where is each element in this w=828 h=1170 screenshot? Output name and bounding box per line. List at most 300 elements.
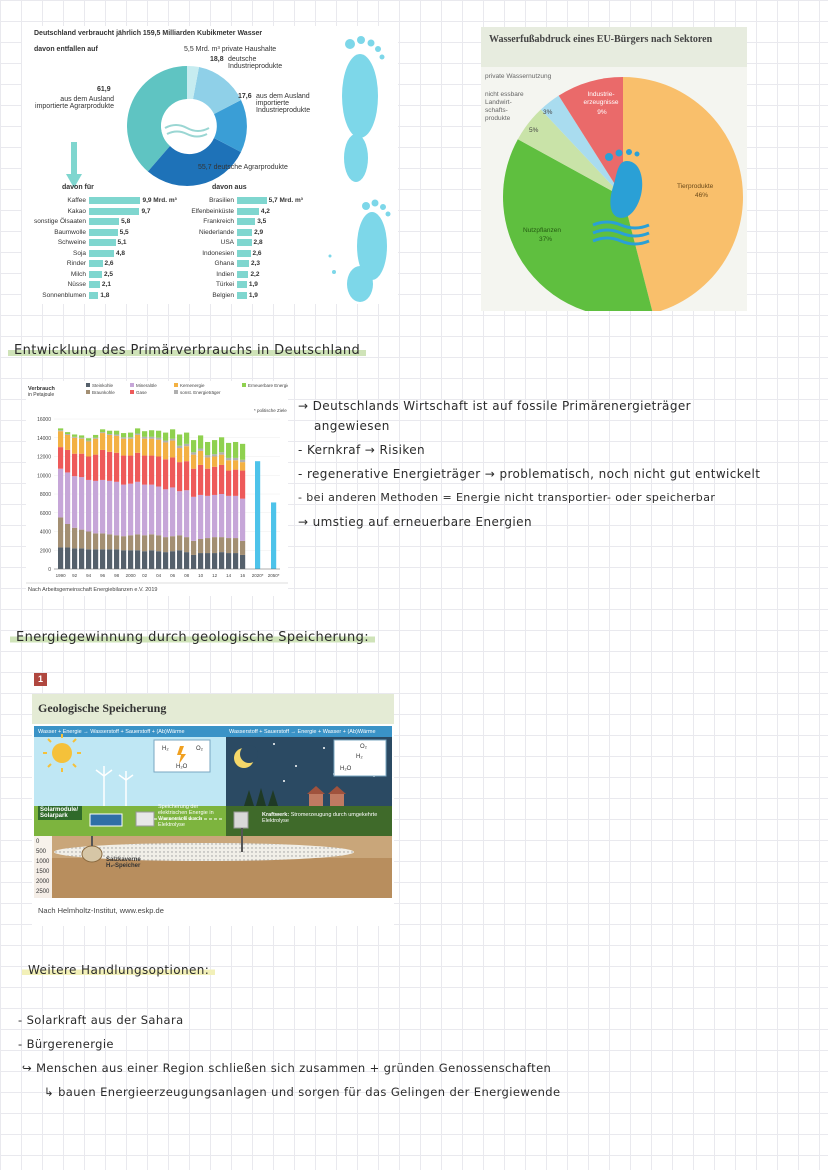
bar-segment (198, 465, 203, 495)
bar-segment (149, 534, 154, 550)
bar-segment (107, 431, 112, 434)
x-tick-label: 12 (212, 573, 218, 578)
label-h2-night: H₂ (356, 754, 363, 760)
bar-segment (156, 438, 161, 440)
bar-segment (114, 453, 119, 482)
y-tick-label: 8000 (39, 492, 51, 498)
figure-number-badge: 1 (34, 673, 47, 686)
bar-segment (205, 442, 210, 455)
bar-segment (100, 433, 105, 450)
bar-segment (142, 456, 147, 485)
solar-label: Solarmodule/ Solarpark (38, 806, 82, 820)
bar-segment (121, 433, 126, 437)
bar-segment (128, 550, 133, 569)
bar-segment (219, 465, 224, 494)
bar-segment (184, 490, 189, 537)
night-caption: Wasserstoff + Sauerstoff → Energie + Wasser + (Ab)Wärme (229, 729, 376, 735)
bar-row (174, 238, 263, 247)
bar-segment (79, 439, 84, 454)
bar-segment (107, 549, 112, 569)
geo-source: Nach Helmholtz-Institut, www.eskp.de (38, 906, 164, 915)
label-tier: Tierprodukte (677, 183, 714, 190)
bar-segment (79, 438, 84, 439)
solar-panel-icon (90, 814, 122, 826)
bar-segment (205, 553, 210, 569)
bar-row (26, 270, 113, 279)
legend-label: Gase (136, 390, 147, 395)
bar (89, 197, 140, 204)
bar-value: 1,9 (248, 291, 258, 299)
cavern-label: Salzkaverne H₂-Speicher (106, 857, 141, 869)
bar-row (26, 249, 125, 258)
note-line: - bei anderen Methoden = Energie nicht transportier- oder speicherbar (298, 491, 716, 504)
bar-label: Frankreich (203, 218, 234, 225)
bar-segment (184, 444, 189, 446)
x-tick-label: 2020* (251, 573, 264, 578)
x-tick-label: 92 (72, 573, 78, 578)
bar-value: 5,1 (117, 239, 127, 246)
bar-segment (226, 471, 231, 496)
bar-segment (191, 541, 196, 555)
y-tick-label: 0 (48, 567, 51, 573)
bar-segment (212, 457, 217, 467)
label-h2-day: H₂ (162, 746, 169, 752)
bar-segment (142, 535, 147, 551)
bar-segment (114, 431, 119, 435)
label-haushalte: 5,5 Mrd. m³ private Haushalte (184, 46, 277, 53)
bar-segment (212, 440, 217, 454)
bar-segment (121, 456, 126, 485)
bar (89, 218, 119, 225)
bar-segment (72, 476, 77, 528)
legend-swatch (86, 383, 90, 387)
bar-label: Niederlande (198, 228, 234, 236)
x-tick-label: 04 (156, 573, 162, 578)
label-o2-night: O₂ (360, 744, 367, 750)
bar-segment (149, 439, 154, 456)
legend-label: Braunkohle (92, 390, 115, 395)
bar-segment (205, 469, 210, 496)
bar-segment (93, 439, 98, 455)
bar-value: 9,9 Mrd. m³ (142, 197, 177, 204)
bar-value: 2,3 (250, 260, 260, 267)
bar-segment (72, 528, 77, 549)
bar-label: Milch (70, 270, 86, 278)
bar-segment (240, 471, 245, 499)
y-axis-label: in Petajoule (28, 392, 55, 398)
note-line: - regenerative Energieträger → problematisch, noch nicht gut entwickelt (298, 467, 761, 481)
bar (89, 292, 98, 299)
bar-segment (142, 431, 147, 437)
bar-segment (86, 457, 91, 480)
bar-segment (121, 536, 126, 550)
bar-segment (226, 458, 231, 460)
bar-segment (93, 533, 98, 549)
bar-segment (65, 435, 70, 450)
bar-segment (107, 435, 112, 452)
bar-segment (198, 449, 203, 451)
y-tick-label: 14000 (37, 435, 51, 442)
bar-value: 9,7 (141, 207, 151, 215)
bar-value: 2,8 (253, 239, 263, 246)
bar-segment (177, 550, 182, 569)
label-nutz-pct: 37% (539, 236, 553, 243)
x-tick-label: 10 (198, 573, 204, 578)
bar-segment (191, 469, 196, 497)
label-industrie-de-num: 18,8 (210, 56, 224, 63)
bar (89, 271, 102, 278)
bar-segment (240, 462, 245, 470)
label-h2o-day: H₂O (176, 764, 188, 770)
bar-segment (205, 455, 210, 457)
bar (237, 239, 252, 246)
bar-segment (205, 457, 210, 468)
bar-segment (93, 549, 98, 569)
bar-segment (240, 444, 245, 460)
water-consumption-infographic (22, 26, 398, 304)
bar-segment (72, 434, 77, 436)
bar-segment (93, 481, 98, 534)
bar-segment (163, 433, 168, 441)
energy-stacked-bar-chart (26, 381, 288, 596)
bar-segment (156, 535, 161, 551)
bar-segment (93, 435, 98, 438)
bar-label: Indonesien (202, 249, 234, 257)
bar-segment (135, 453, 140, 482)
legend-swatch (242, 383, 246, 387)
bar-segment (163, 459, 168, 489)
bar-segment (72, 438, 77, 454)
bar-value: 5,8 (121, 218, 131, 225)
bar-row (26, 217, 130, 226)
bar-segment (163, 537, 168, 552)
bar-segment (121, 439, 126, 456)
bar-row (174, 207, 270, 216)
label-private-pct: 3% (543, 109, 553, 116)
bar-segment (219, 437, 224, 452)
label-ausland-agrar-num: 61,9 (97, 86, 111, 93)
bar-segment (58, 428, 63, 430)
bar-segment (114, 535, 119, 549)
x-tick-label: 2050* (267, 573, 280, 578)
heading-handlungsoptionen: Weitere Handlungsoptionen: (22, 963, 215, 977)
bar-label: Elfenbeinküste (191, 207, 234, 215)
x-tick-label: 16 (240, 573, 246, 578)
y-tick-label: 16000 (37, 417, 51, 423)
bar-segment (58, 547, 63, 569)
bar-value: 5,7 Mrd. m³ (268, 197, 303, 204)
bar-segment (65, 434, 70, 435)
bar (237, 250, 251, 257)
legend-swatch (86, 390, 90, 394)
depth-scale: 0 500 1000 1500 2000 2500 (36, 839, 50, 895)
legend-label: Kernenergie (180, 383, 205, 388)
bar-segment (135, 434, 140, 435)
bar (237, 197, 267, 204)
bar-value: 2,1 (101, 281, 111, 288)
y-tick-label: 10000 (37, 473, 51, 480)
label-nutz: Nutzpflanzen (523, 227, 561, 234)
bar-label: Soja (72, 249, 86, 257)
heading-geologische-speicherung: Energiegewinnung durch geologische Speicherung: (10, 630, 375, 645)
bar-segment (65, 432, 70, 434)
bar-segment (100, 533, 105, 549)
bar (89, 229, 118, 236)
bar-segment (177, 535, 182, 550)
label-ausland-ind-num: 17,6 (238, 93, 252, 100)
y-tick-label: 6000 (39, 510, 51, 517)
bar-segment (58, 517, 63, 547)
bar-value: 3,5 (257, 218, 267, 225)
bar-segment (107, 434, 112, 435)
bar-segment (170, 441, 175, 458)
bar-row (174, 217, 266, 226)
trees-icon (244, 788, 278, 806)
bar-segment (226, 496, 231, 538)
davon-fuer-heading: davon für (62, 184, 94, 191)
geological-storage-figure (32, 694, 394, 926)
bar-segment (65, 450, 70, 473)
label-private: private Wassernutzung (485, 73, 552, 80)
bar-segment (121, 437, 126, 438)
legend-label: Erneuerbare Energien (248, 383, 288, 388)
bar-segment (86, 480, 91, 532)
bar-segment (205, 538, 210, 553)
bar-value: 2,2 (250, 270, 260, 278)
water-donut-chart (117, 56, 257, 196)
salt-cavern-icon (82, 846, 102, 862)
primary-energy-chart (26, 381, 288, 596)
bar-segment (177, 462, 182, 491)
label-industrie: Industrie- erzeugnisse (583, 91, 619, 106)
bar-segment (170, 457, 175, 487)
bar-segment (142, 439, 147, 456)
bar-label: Belgien (212, 291, 234, 299)
bar-segment (128, 535, 133, 550)
bar-label: Rinder (66, 260, 86, 267)
bar-segment (191, 440, 196, 452)
bar (89, 281, 100, 288)
bar-label: Türkei (215, 281, 234, 288)
bar-segment (205, 496, 210, 538)
bar-segment (86, 441, 91, 442)
bar-segment (93, 438, 98, 439)
bar-segment (191, 452, 196, 454)
bar-segment (121, 485, 126, 537)
bar-segment (212, 537, 217, 553)
bar-label: Kakao (67, 207, 86, 215)
x-tick-label: 94 (86, 573, 92, 578)
x-tick-label: 08 (184, 573, 190, 578)
bar-value: 5,5 (119, 228, 129, 236)
storage-label: Speicherung der elektrischen Energie in Wasserstoff durch Elektrolyse (158, 804, 214, 828)
bar (89, 260, 103, 267)
bar-segment (177, 446, 182, 448)
bar-segment (142, 551, 147, 569)
bar-segment (114, 482, 119, 535)
bar-segment (170, 439, 175, 441)
bar-segment (107, 534, 112, 549)
bar-segment (149, 550, 154, 569)
bar-segment (86, 549, 91, 569)
eu-title: Wasserfußabdruck eines EU-Bürgers nach Sektoren (481, 27, 747, 67)
bar-segment (135, 428, 140, 433)
bar-segment (149, 430, 154, 437)
bar-segment (240, 541, 245, 555)
y-tick-label: 12000 (37, 454, 51, 461)
bar (237, 271, 248, 278)
bar-segment (219, 455, 224, 465)
down-arrow-icon (66, 142, 82, 188)
x-tick-label: 96 (100, 573, 106, 578)
bar-segment (65, 547, 70, 569)
label-tier-pct: 46% (695, 192, 709, 199)
bar-segment (100, 549, 105, 569)
bar-segment (233, 442, 238, 458)
label-h2o-night: H₂O (340, 766, 352, 772)
bar-segment (212, 495, 217, 537)
bar-segment (135, 482, 140, 535)
bar-segment (226, 460, 231, 470)
bar-segment (156, 551, 161, 569)
bar (237, 218, 255, 225)
bar-segment (79, 530, 84, 549)
davon-aus-heading: davon aus (212, 184, 247, 191)
bar-segment (72, 548, 77, 569)
bar-value: 4,8 (115, 249, 125, 257)
note-line: → Deutschlands Wirtschaft ist auf fossile Primärenergieträger (298, 399, 691, 413)
bar-segment (86, 442, 91, 457)
bar-row (174, 280, 258, 289)
bar-segment (86, 438, 91, 440)
bar-segment (191, 555, 196, 569)
bar-segment (114, 436, 119, 453)
bar-segment (198, 495, 203, 539)
bar-segment (177, 491, 182, 535)
target-bar (271, 502, 276, 569)
bar-segment (156, 431, 161, 438)
bar-segment (177, 434, 182, 445)
legend-swatch (130, 390, 134, 394)
bar-segment (65, 524, 70, 547)
x-tick-label: 1990 (55, 573, 66, 578)
note-line: - Kernkraf → Risiken (298, 443, 426, 457)
bar-segment (198, 539, 203, 553)
bar-segment (107, 481, 112, 534)
bar-segment (184, 446, 189, 461)
bar-label: Indien (216, 270, 234, 278)
day-caption: Wasser + Energie → Wasserstoff + Sauerstoff + (Ab)Wärme (38, 729, 185, 735)
bar-label: Nüsse (67, 281, 86, 288)
bar-segment (135, 534, 140, 550)
heading-primaerverbrauch: Entwicklung des Primärverbrauchs in Deutschland (8, 343, 366, 358)
bar-value: 1,8 (100, 291, 110, 299)
bar (89, 250, 114, 257)
legend-note: * politische Ziele (254, 408, 287, 413)
bar-segment (226, 553, 231, 569)
label-industrie-de: deutsche Industrieprodukte (228, 56, 283, 70)
bar-segment (184, 433, 189, 444)
label-ausland-agrar: aus dem Ausland importierte Agrarprodukte (35, 96, 114, 110)
bar (237, 292, 247, 299)
bar-segment (233, 458, 238, 460)
x-tick-label: 02 (142, 573, 148, 578)
x-tick-label: 14 (226, 573, 232, 578)
eu-water-footprint-infographic (481, 27, 747, 311)
bar-segment (240, 499, 245, 541)
bar-segment (79, 435, 84, 437)
bar-segment (219, 552, 224, 569)
bar-segment (163, 489, 168, 537)
bar-row (174, 270, 259, 279)
bar-row (26, 207, 150, 216)
bar-value: 1,9 (248, 281, 258, 288)
bar-segment (170, 551, 175, 569)
label-de-agrar: 55,7 deutsche Agrarprodukte (198, 164, 288, 171)
bar-segment (177, 448, 182, 462)
bar-segment (226, 443, 231, 458)
bar (237, 208, 259, 215)
power-plant-label: Kraftwerk: Stromerzeugung durch umgekehrte Elektrolyse (262, 812, 378, 824)
bar-value: 2,5 (104, 270, 114, 278)
bar-row (174, 249, 262, 258)
bar-segment (156, 457, 161, 487)
bar (89, 208, 139, 215)
bar-segment (58, 469, 63, 518)
bar-label: Brasilien (209, 197, 234, 204)
chart-source: Nach Arbeitsgemeinschaft Energiebilanzen e.V. 2019 (28, 587, 158, 593)
bar-label: Kaffee (67, 197, 86, 204)
bar-segment (142, 485, 147, 536)
bar-segment (184, 552, 189, 569)
eu-pie-chart (499, 73, 749, 311)
bar-segment (219, 537, 224, 552)
note-line: ↪ Menschen aus einer Region schließen sich zusammen + gründen Genossenschaften (22, 1061, 552, 1075)
bar-segment (198, 435, 203, 448)
bar-segment (184, 461, 189, 490)
geo-title: Geologische Speicherung (38, 701, 167, 715)
bar-label: Schweine (57, 239, 86, 246)
bar-segment (198, 553, 203, 569)
notes-handlungsoptionen (18, 1008, 818, 1104)
chart-title: Verbrauch (28, 386, 55, 392)
bar-label: Baumwolle (54, 228, 86, 236)
bar-label: USA (220, 239, 234, 246)
water-subtitle: davon entfallen auf (34, 46, 98, 53)
bar-segment (128, 484, 133, 536)
bar-value: 4,2 (260, 207, 270, 215)
bar-segment (212, 454, 217, 456)
x-tick-label: 98 (114, 573, 120, 578)
bar-segment (114, 549, 119, 569)
bar-segment (93, 455, 98, 481)
bar-segment (212, 467, 217, 495)
bar (237, 281, 247, 288)
bar-row (174, 291, 258, 300)
bar-label: sonstige Ölsaaten (33, 218, 86, 225)
bar-segment (170, 487, 175, 536)
note-line: - Bürgerenergie (18, 1037, 114, 1051)
legend-label: sonst. Energieträger (180, 390, 221, 395)
bar-value: 2,9 (254, 228, 264, 236)
footprint-icon (320, 26, 398, 304)
bar-segment (100, 480, 105, 533)
bar-segment (170, 536, 175, 551)
label-o2-day: O₂ (196, 746, 203, 752)
water-title: Deutschland verbraucht jährlich 159,5 Milliarden Kubikmeter Wasser (34, 30, 263, 37)
bar-segment (100, 450, 105, 480)
bar-segment (233, 496, 238, 538)
